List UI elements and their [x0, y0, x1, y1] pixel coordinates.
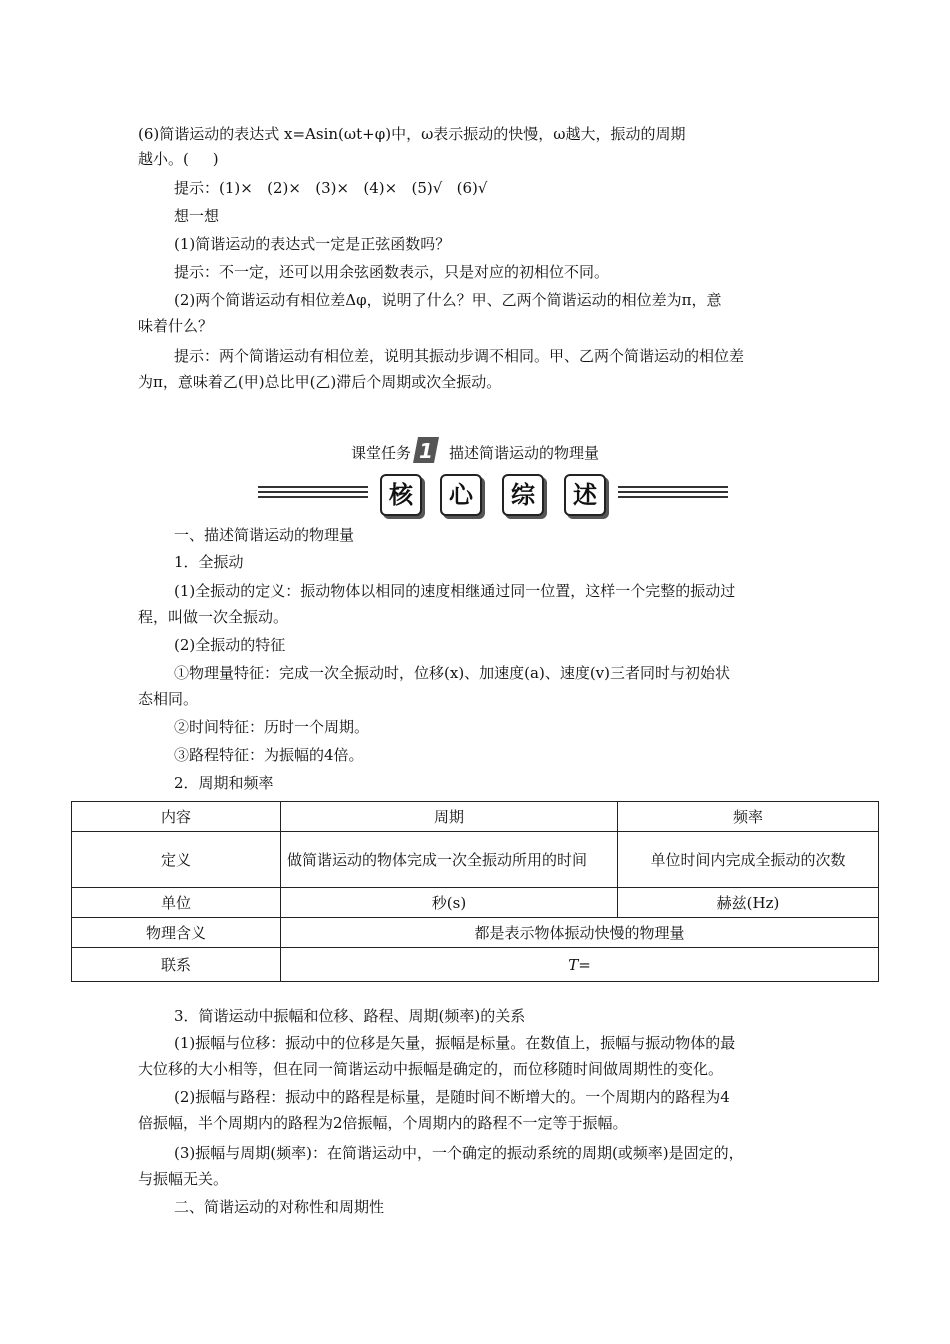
full-vibration-definition-line-2: 程，叫做一次全振动。 [138, 608, 289, 626]
table-row [72, 832, 879, 888]
amplitude-displacement-line-2: 大位移的大小相等，但在同一简谐运动中振幅是确定的，而位移随时间做周期性的变化。 [138, 1060, 724, 1078]
think-answer-2-line-2: 为π，意味着乙(甲)总比甲(乙)滞后个周期或次全振动。 [138, 373, 502, 391]
banner-char-3: 综 [502, 474, 544, 516]
table-cell-definition-period: 做简谐运动的物体完成一次全振动所用的时间 [281, 832, 618, 888]
question-6-line-1: (6)简谐运动的表达式 x=Asin(ωt+φ)中，ω表示振动的快慢，ω越大，振动的周期 [138, 125, 686, 143]
full-vibration-definition-line-1: (1)全振动的定义：振动物体以相同的速度相继通过同一位置，这样一个完整的振动过 [174, 582, 736, 600]
question-6-line-2: 越小。( ) [138, 150, 219, 168]
subsection-3-title: 3．简谐运动中振幅和位移、路程、周期(频率)的关系 [174, 1007, 526, 1025]
table-row [72, 888, 879, 918]
table-header-period: 周期 [281, 802, 618, 832]
core-summary-banner [258, 474, 728, 518]
task-title: 描述简谐运动的物理量 [449, 444, 600, 462]
table-cell-definition-label: 定义 [72, 832, 281, 888]
table-cell-unit-frequency: 赫兹(Hz) [618, 888, 879, 918]
think-question-1: (1)简谐运动的表达式一定是正弦函数吗？ [174, 235, 451, 253]
think-answer-1: 提示：不一定，还可以用余弦函数表示，只是对应的初相位不同。 [174, 263, 610, 281]
task-prefix: 课堂任务 [350, 444, 411, 462]
table-cell-definition-frequency: 单位时间内完成全振动的次数 [618, 832, 879, 888]
think-question-2-line-2: 味着什么？ [138, 317, 214, 335]
subsection-2-title: 2．周期和频率 [174, 774, 274, 792]
table-cell-unit-label: 单位 [72, 888, 281, 918]
table-header-frequency: 频率 [618, 802, 879, 832]
amplitude-period-line-2: 与振幅无关。 [138, 1170, 229, 1188]
table-cell-relation-label: 联系 [72, 948, 281, 982]
table-row [72, 948, 879, 982]
table-row [72, 802, 879, 832]
period-frequency-table [71, 801, 879, 982]
banner-char-4: 述 [564, 474, 606, 516]
amplitude-path-line-2: 倍振幅，半个周期内的路程为2倍振幅，个周期内的路程不一定等于振幅。 [138, 1114, 628, 1132]
table-cell-unit-period: 秒(s) [281, 888, 618, 918]
table-cell-meaning-value: 都是表示物体振动快慢的物理量 [281, 918, 879, 948]
feature-1-line-2: 态相同。 [138, 690, 199, 708]
think-answer-2-line-1: 提示：两个简谐运动有相位差，说明其振动步调不相同。甲、乙两个简谐运动的相位差 [174, 347, 745, 365]
table-cell-meaning-label: 物理含义 [72, 918, 281, 948]
section-1-heading: 一、描述简谐运动的物理量 [174, 526, 355, 544]
task-heading [0, 440, 950, 466]
task-number: 1 [419, 439, 433, 463]
section-2-heading: 二、简谐运动的对称性和周期性 [174, 1198, 385, 1216]
table-row [72, 918, 879, 948]
think-title: 想一想 [174, 207, 220, 225]
banner-char-1: 核 [380, 474, 422, 516]
amplitude-displacement-line-1: (1)振幅与位移：振动中的位移是矢量，振幅是标量。在数值上，振幅与振动物体的最 [174, 1034, 736, 1052]
feature-1-line-1: ①物理量特征：完成一次全振动时，位移(x)、加速度(a)、速度(v)三者同时与初始状 [174, 664, 730, 682]
subsection-1-title: 1．全振动 [174, 553, 244, 571]
table-cell-relation-value: T= [281, 948, 879, 982]
full-vibration-features-title: (2)全振动的特征 [174, 636, 286, 654]
amplitude-period-line-1: (3)振幅与周期(频率)：在简谐运动中，一个确定的振动系统的周期(或频率)是固定的， [174, 1144, 744, 1162]
banner-right-rule [618, 486, 728, 500]
think-question-2-line-1: (2)两个简谐运动有相位差Δφ，说明了什么？甲、乙两个简谐运动的相位差为π，意 [174, 291, 722, 309]
feature-3: ③路程特征：为振幅的4倍。 [174, 746, 364, 764]
banner-left-rule [258, 486, 368, 500]
task-number-badge [413, 437, 439, 463]
feature-2: ②时间特征：历时一个周期。 [174, 718, 370, 736]
amplitude-path-line-1: (2)振幅与路程：振动中的路程是标量，是随时间不断增大的。一个周期内的路程为4 [174, 1088, 730, 1106]
hint-answers: 提示：(1)× (2)× (3)× (4)× (5)√ (6)√ [174, 179, 488, 197]
table-header-content: 内容 [72, 802, 281, 832]
banner-char-2: 心 [440, 474, 482, 516]
